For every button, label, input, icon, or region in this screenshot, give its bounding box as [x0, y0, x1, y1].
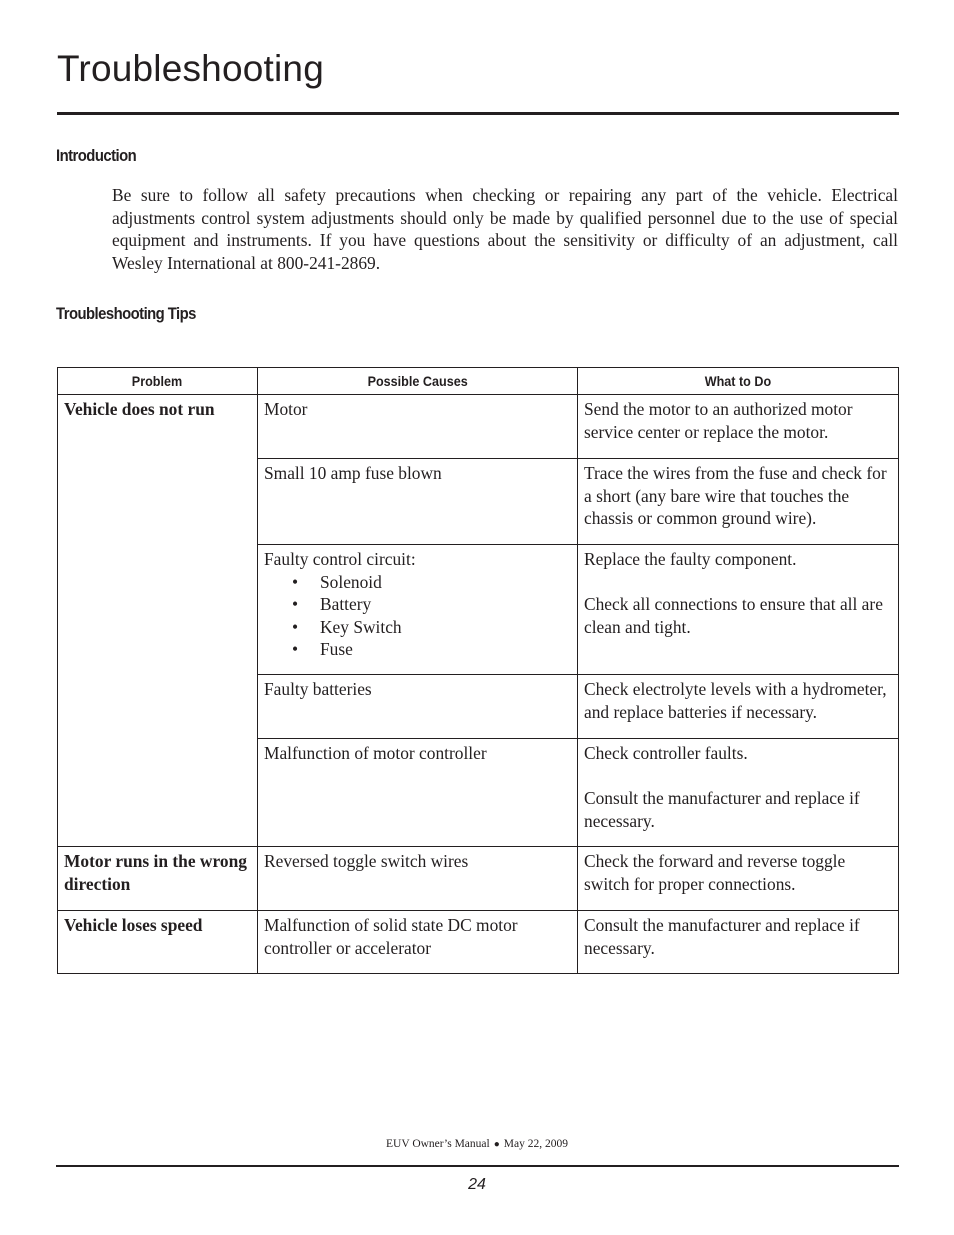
- problem-cell-continued: [58, 739, 258, 847]
- cause-cell: Reversed toggle switch wires: [258, 847, 578, 911]
- list-item: • Fuse: [292, 639, 353, 659]
- troubleshooting-tips-heading: Troubleshooting Tips: [56, 305, 196, 323]
- action-text: Check all connections to ensure that all are clean and tight.: [584, 594, 883, 637]
- problem-cell-continued: [58, 459, 258, 545]
- cause-cell: Faulty batteries: [258, 675, 578, 739]
- list-item: • Solenoid: [292, 571, 382, 592]
- action-cell: Send the motor to an authorized motor service center or replace the motor.: [578, 395, 899, 459]
- problem-cell: Vehicle loses speed: [58, 911, 258, 974]
- cause-cell: Motor: [258, 395, 578, 459]
- cause-cell: Malfunction of motor controller: [258, 739, 578, 847]
- table-header-row: [58, 368, 899, 395]
- footer-caption: [0, 1138, 954, 1150]
- column-header-problem: Problem: [58, 368, 258, 395]
- footer-divider: [56, 1165, 899, 1167]
- cause-cell: Malfunction of solid state DC motor controller or accelerator: [258, 911, 578, 974]
- table-row: [58, 395, 899, 459]
- introduction-paragraph: Be sure to follow all safety precautions when checking or repairing any part of the vehicle. Electrical adjustments control system adjustments should only be made by qualified personnel due to the use of special equipment and instruments. If you have questions about the sensitivity or difficulty of an adjustment, call Wesley International at 800-241-2869.: [112, 185, 898, 273]
- action-cell: Consult the manufacturer and replace if necessary.: [578, 911, 899, 974]
- problem-cell-continued: [58, 545, 258, 675]
- problem-cell-continued: [58, 675, 258, 739]
- bullet-icon: •: [292, 594, 299, 614]
- column-header-what-to-do: What to Do: [578, 368, 899, 395]
- action-cell: Check electrolyte levels with a hydrometer, and replace batteries if necessary.: [578, 675, 899, 739]
- action-cell: Trace the wires from the fuse and check for a short (any bare wire that touches the chassis or common ground wire).: [578, 459, 899, 545]
- table-row: [58, 459, 899, 545]
- table-row: [58, 911, 899, 974]
- problem-cell: Motor runs in the wrong direction: [58, 847, 258, 911]
- list-item: • Key Switch: [292, 616, 402, 637]
- manual-name: EUV Owner’s Manual: [386, 1138, 490, 1150]
- cause-text: Faulty control circuit:: [264, 549, 416, 569]
- table-row: [58, 847, 899, 911]
- cause-cell: [258, 545, 578, 675]
- bullet-icon: •: [292, 571, 299, 592]
- bullet-separator-icon: ●: [493, 1139, 500, 1150]
- action-cell: [578, 545, 899, 675]
- action-text: Consult the manufacturer and replace if necessary.: [584, 788, 860, 831]
- introduction-heading: Introduction: [56, 147, 137, 165]
- list-item: • Battery: [292, 594, 372, 614]
- table-row: [58, 739, 899, 847]
- cause-cell: Small 10 amp fuse blown: [258, 459, 578, 545]
- column-header-possible-causes: Possible Causes: [258, 368, 578, 395]
- page-title: Troubleshooting: [57, 48, 324, 89]
- table-row: [58, 675, 899, 739]
- action-text: Replace the faulty component.: [584, 549, 797, 569]
- component-list: [264, 571, 571, 661]
- action-cell: Check the forward and reverse toggle switch for proper connections.: [578, 847, 899, 911]
- problem-cell: Vehicle does not run: [58, 395, 258, 459]
- action-text: Check controller faults.: [584, 743, 748, 763]
- manual-date: May 22, 2009: [503, 1138, 568, 1150]
- page-number: 24: [468, 1176, 486, 1193]
- action-cell: [578, 739, 899, 847]
- title-divider: [57, 112, 899, 115]
- table-row: [58, 545, 899, 675]
- troubleshooting-table: [57, 367, 899, 974]
- bullet-icon: •: [292, 639, 299, 659]
- bullet-icon: •: [292, 616, 299, 637]
